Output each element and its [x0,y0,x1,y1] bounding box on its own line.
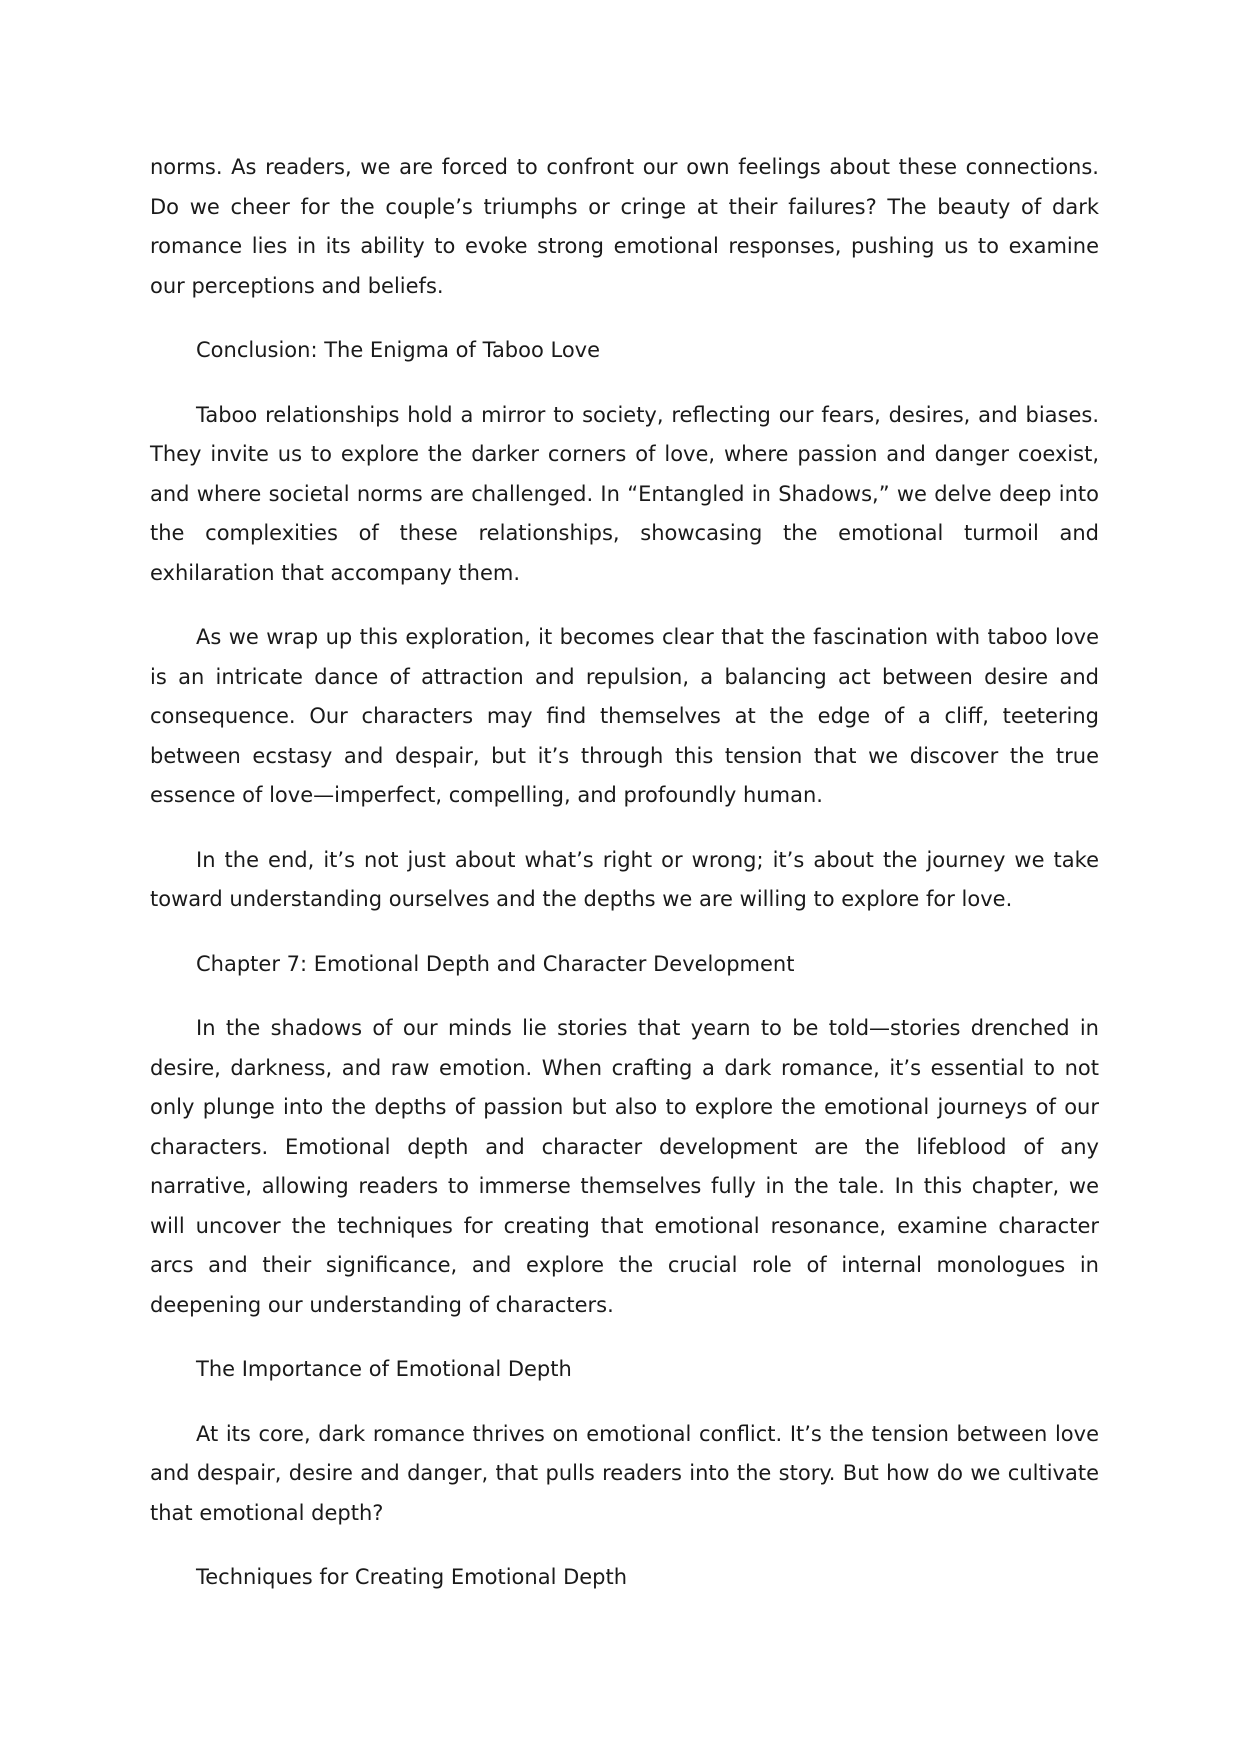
chapter-heading: Chapter 7: Emotional Depth and Character Development [196,951,795,976]
section-heading-conclusion: Conclusion: The Enigma of Taboo Love [196,338,601,362]
paragraph: In the end, it’s not just about what’s right or wrong; it’s about the journey we take toward understanding ourselves and the depths we are willing to explore for love. [150,847,1099,911]
paragraph: As we wrap up this exploration, it becomes clear that the fascination with taboo love is an intricate dance of attraction and repulsion, a balancing act between desire and consequence. Our characters may find themselves at the edge of a cliff, teetering between ecstasy and despair, but it’s through this tension that we discover the true essence of love—imperfect, compelling, and profoundly human. [150,625,1099,807]
document-page [150,148,1099,1623]
paragraph: Taboo relationships hold a mirror to society, reflecting our fears, desires, and biases. They invite us to explore the darker corners of love, where passion and danger coexist, and where societal norms are challenged. In “Entangled in Shadows,” we delve deep into the complexities of these relationships, showcasing the emotional turmoil and exhilaration that accompany them. [150,402,1099,585]
paragraph-continued: norms. As readers, we are forced to confront our own feelings about these connections. Do we cheer for the couple’s triumphs or cringe at their failures? The beauty of dark romance lies in its ability to evoke strong emotional responses, pushing us to examine our perceptions and beliefs. [150,155,1099,298]
section-heading-emotional-depth: The Importance of Emotional Depth [196,1357,572,1381]
paragraph: In the shadows of our minds lie stories that yearn to be told—stories drenched in desire, darkness, and raw emotion. When crafting a dark romance, it’s essential to not only plunge into the depths of passion but also to explore the emotional journeys of our characters. Emotional depth and character development are the lifeblood of any narrative, allowing readers to immerse themselves fully in the tale. In this chapter, we will uncover the techniques for creating that emotional resonance, examine character arcs and their significance, and explore the crucial role of internal monologues in deepening our understanding of characters. [150,1016,1099,1317]
section-heading-techniques: Techniques for Creating Emotional Depth [196,1565,628,1589]
paragraph: At its core, dark romance thrives on emotional conflict. It’s the tension between love and despair, desire and danger, that pulls readers into the story. But how do we cultivate that emotional depth? [150,1421,1099,1525]
